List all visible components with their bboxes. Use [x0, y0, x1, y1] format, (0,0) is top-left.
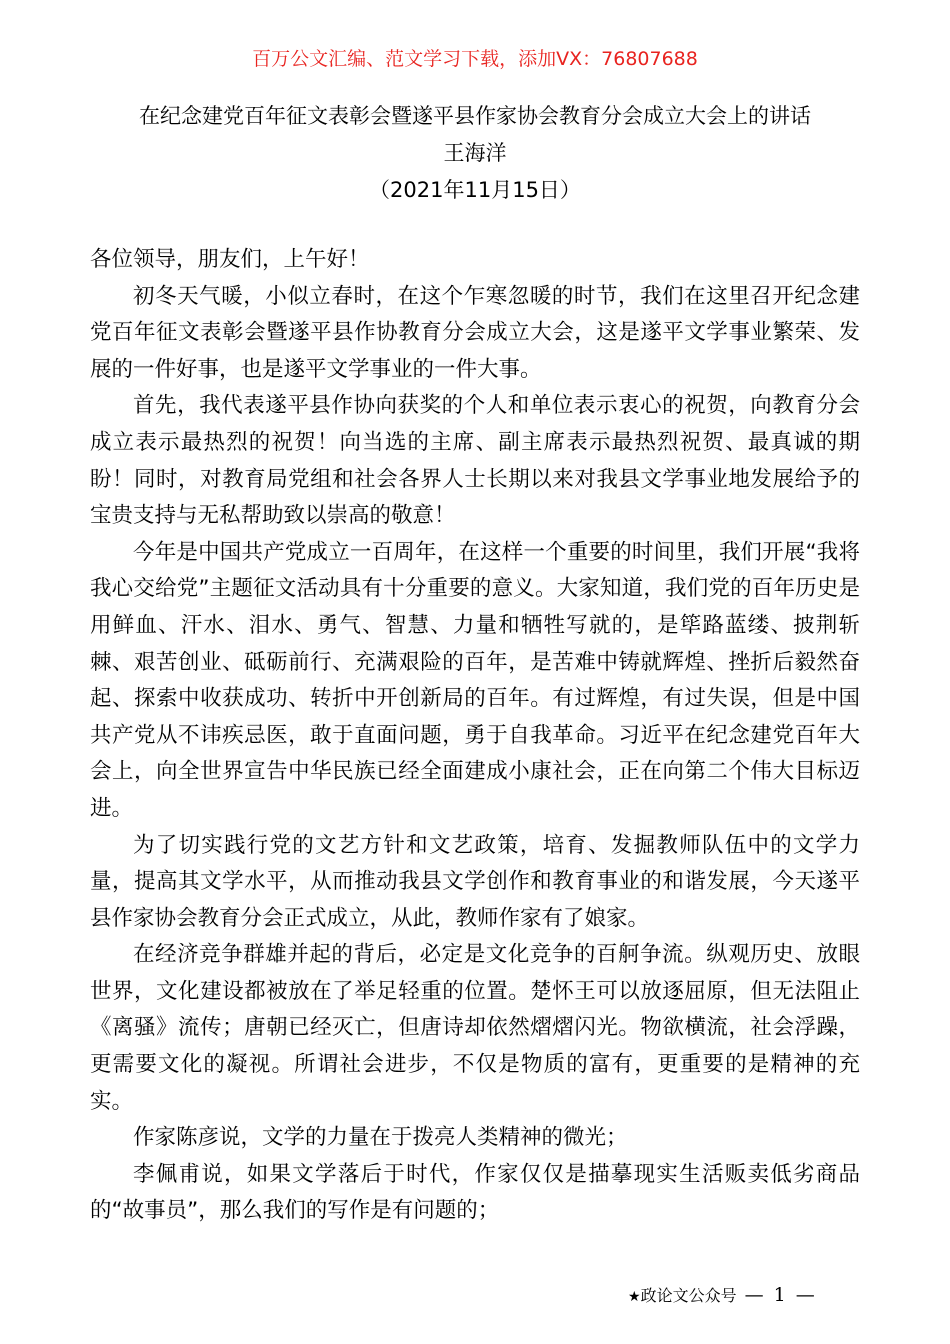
paragraph: 今年是中国共产党成立一百周年，在这样一个重要的时间里，我们开展“我将我心交给党”主题征文活动具有十分重要的意义。大家知道，我们党的百年历史是用鲜血、汗水、泪水、勇气、智慧、力量和牺牲写就的，是筚路蓝缕、披荆斩棘、艰苦创业、砥砺前行、充满艰险的百年，是苦难中铸就辉煌、挫折后毅然奋起、探索中收获成功、转折中开创新局的百年。有过辉煌，有过失误，但是中国共产党从不讳疾忌医，敢于直面问题，勇于自我革命。习近平在纪念建党百年大会上，向全世界宣告中华民族已经全面建成小康社会，正在向第二个伟大目标迈进。: [90, 539, 860, 821]
paragraph: 在经济竞争群雄并起的背后，必定是文化竞争的百舸争流。纵观历史、放眼世界，文化建设都被放在了举足轻重的位置。楚怀王可以放逐屈原，但无法阻止《离骚》流传；唐朝已经灭亡，但唐诗却依然熠熠闪光。物欲横流，社会浮躁，更需要文化的凝视。所谓社会进步，不仅是物质的富有，更重要的是精神的充实。: [90, 942, 860, 1114]
footer-source: 政论文公众号: [640, 1286, 737, 1305]
paragraph: 初冬天气暖，小似立春时，在这个乍寒忽暖的时节，我们在这里召开纪念建党百年征文表彰会暨遂平县作协教育分会成立大会，这是遂平文学事业繁荣、发展的一件好事，也是遂平文学事业的一件大事。: [90, 283, 860, 382]
title-block: [0, 98, 950, 209]
speech-title: 在纪念建党百年征文表彰会暨遂平县作家协会教育分会成立大会上的讲话: [139, 104, 811, 128]
paragraph: 李佩甫说，如果文学落后于时代，作家仅仅是描摹现实生活贩卖低劣商品的“故事员”，那么我们的写作是有问题的；: [90, 1161, 860, 1224]
star-icon: ★: [628, 1289, 641, 1305]
speech-date: （2021年11月15日）: [369, 178, 581, 202]
page-footer: [628, 1284, 817, 1308]
author-name: 王海洋: [443, 141, 507, 165]
speech-body: [90, 242, 860, 1230]
paragraph: 作家陈彦说，文学的力量在于拨亮人类精神的微光；: [133, 1125, 628, 1151]
salutation: 各位领导，朋友们，上午好！: [90, 247, 370, 272]
paragraph: 为了切实践行党的文艺方针和文艺政策，培育、发掘教师队伍中的文学力量，提高其文学水平，从而推动我县文学创作和教育事业的和谐发展，今天遂平县作家协会教育分会正式成立，从此，教师作家有了娘家。: [90, 832, 860, 931]
paragraph: 首先，我代表遂平县作协向获奖的个人和单位表示衷心的祝贺，向教育分会成立表示最热烈的祝贺！向当选的主席、副主席表示最热烈祝贺、最真诚的期盼！同时，对教育局党组和社会各界人士长期以来对我县文学事业地发展给予的宝贵支持与无私帮助致以崇高的敬意！: [90, 393, 860, 529]
promo-banner: 百万公文汇编、范文学习下载，添加VX：76807688: [252, 48, 698, 70]
page-number: — 1 —: [744, 1284, 817, 1306]
